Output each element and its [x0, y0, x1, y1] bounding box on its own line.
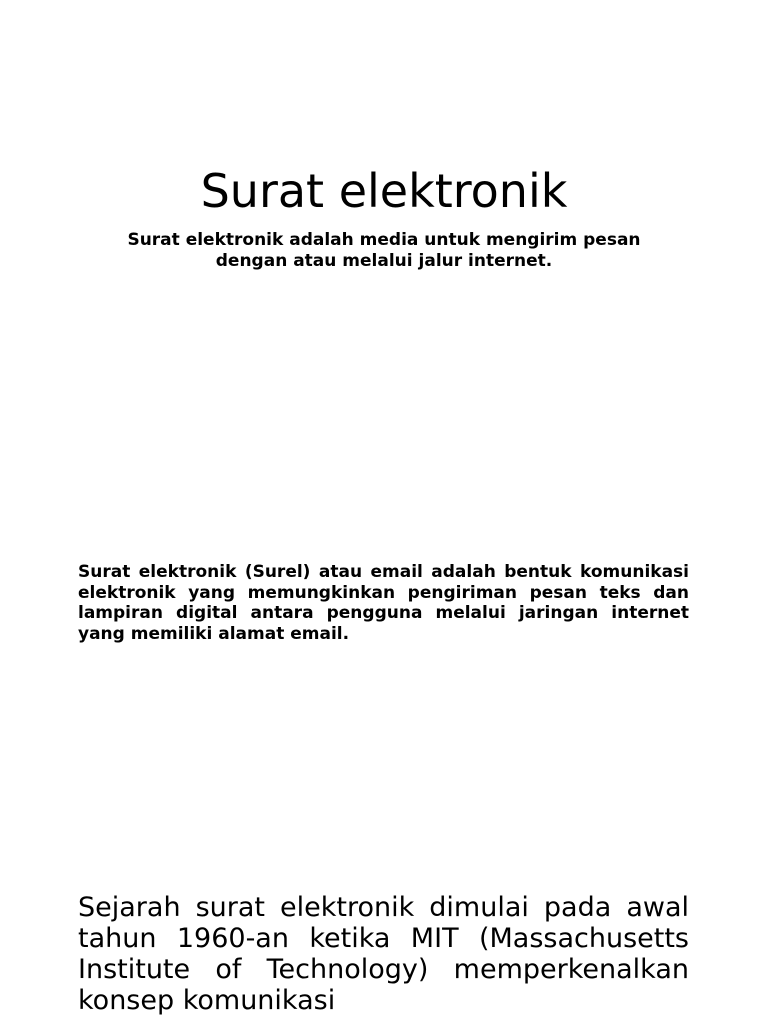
- page-title: Surat elektronik: [200, 164, 568, 218]
- history-paragraph: Sejarah surat elektronik dimulai pada awal tahun 1960-an ketika MIT (Massachusetts Institute of Technology) memperkenalkan konsep komunikasi: [78, 892, 689, 1016]
- definition-paragraph: Surat elektronik (Surel) atau email adalah bentuk komunikasi elektronik yang memungkinkan pengiriman pesan teks dan lampiran digital antara pengguna melalui jaringan internet yang memiliki alamat email.: [78, 562, 689, 644]
- page-subtitle: Surat elektronik adalah media untuk mengirim pesan dengan atau melalui jalur internet.: [127, 230, 641, 271]
